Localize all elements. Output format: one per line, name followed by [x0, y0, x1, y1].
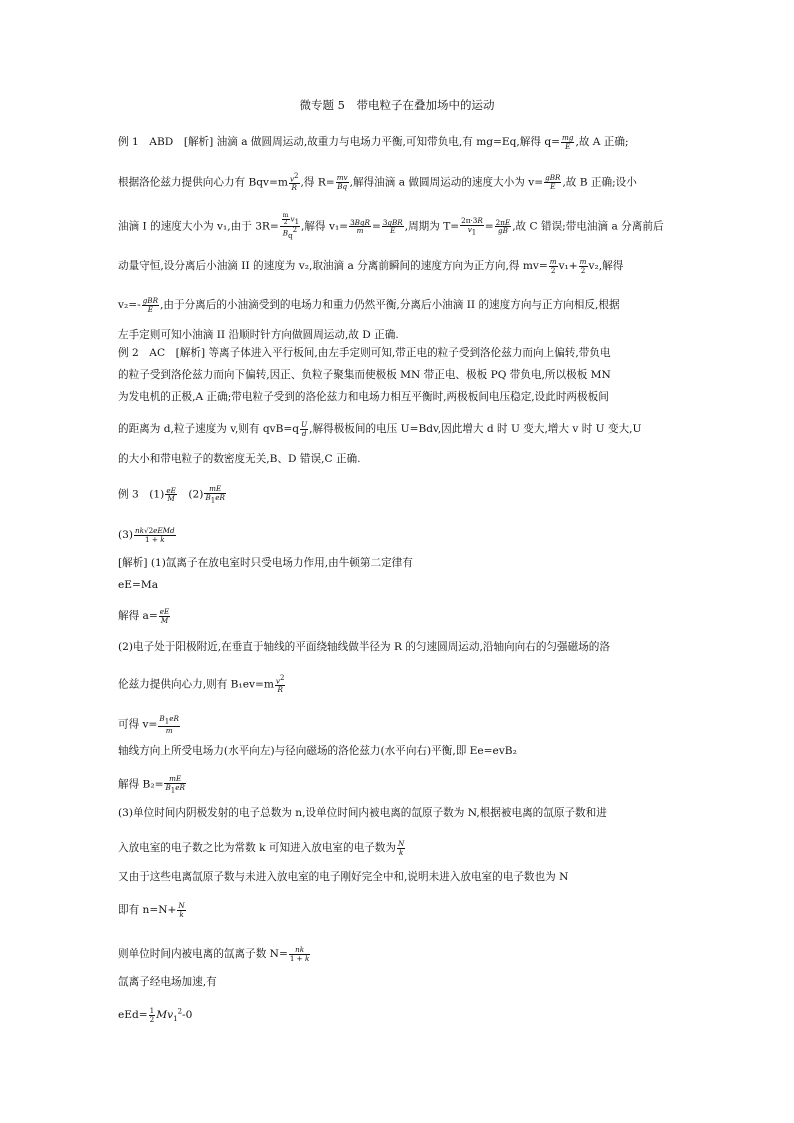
- text-run: ,解得 v₁=: [301, 220, 349, 233]
- text-run: (3): [118, 529, 134, 542]
- text-run: ,故 C 错误;带电油滴 a 分离前后: [512, 220, 664, 233]
- text-run: ,周期为 T=: [404, 220, 460, 233]
- text-run: 即有 n=N+: [118, 904, 177, 917]
- text-run: 根据洛伦兹力提供向心力有 Bqv=m: [118, 176, 288, 189]
- text-run: 入放电室的电子数之比为常数 k 可知进入放电室的电子数为: [118, 842, 396, 855]
- text-run: =: [484, 220, 494, 233]
- ex3-line-4: (2)电子处于阳极附近,在垂直于轴线的平面绕轴线做半径为 R 的匀速圆周运动,沿轴向向右的匀强磁场的洛: [118, 641, 610, 653]
- ex3-line-12: [118, 902, 187, 918]
- ex2-line-4: [118, 421, 641, 437]
- fraction: $\frac{mv}{Bq}$: [336, 173, 348, 191]
- ex3-line-6: [118, 715, 181, 734]
- ex3-line-14: 氙离子经电场加速,有: [118, 976, 217, 988]
- fraction: $\frac{\text{3BqR}}{m}$: [350, 217, 370, 236]
- text-run: ,解得极板间的电压 U=Bdv,因此增大 d 时 U 变大,增大 v 时 U 变大,U: [309, 423, 642, 436]
- compound-fraction: $\frac{m}{2}$ v1 Bq2: [280, 213, 300, 240]
- fraction: $\frac{nk}{1 + k}$: [289, 945, 310, 963]
- ex2-line-5: 的大小和带电粒子的数密度无关,B、D 错误,C 正确.: [118, 453, 361, 465]
- text-run: v₂=-: [118, 299, 141, 312]
- ex3-line-15: eEd= $\frac{1}{2}$ $Mv_1^2-0$: [118, 1006, 193, 1024]
- ex3-line-11: 又由于这些电离氙原子数与未进入放电室的电子刚好完全中和,说明未进入放电室的电子数也为 N: [118, 871, 569, 883]
- fraction: $\frac{2\pi\cdot 3R}{v1}$: [461, 216, 483, 237]
- fraction: $\frac{U}{d}$: [301, 420, 308, 438]
- ex3-line-1: [解析] (1)氙离子在放电室时只受电场力作用,由牛顿第二定律有: [118, 557, 413, 569]
- text-run: 例 1 ABD [解析] 油滴 a 做圆周运动,故重力与电场力平衡,可知带负电,有 mg=Eq,解得 q=: [118, 136, 561, 149]
- ex3-line-5: [118, 675, 286, 694]
- text-run: v₂,解得: [588, 260, 624, 273]
- ex3-line-13: [118, 946, 311, 962]
- text-run: =: [371, 220, 381, 233]
- text-run: ,得 R=: [300, 176, 335, 189]
- ex3-line-8: [118, 775, 187, 794]
- text-run: ,解得油滴 a 做圆周运动的速度大小为 v=: [349, 176, 544, 189]
- text-run: 解得 a=: [118, 610, 158, 623]
- fraction: $\frac{eE}{M}$: [166, 485, 176, 504]
- ex1-line-6: 左手定则可知小油滴 II 沿顺时针方向做圆周运动,故 D 正确.: [118, 329, 399, 341]
- ex1-line-1: [118, 134, 629, 150]
- fraction: $\frac{mg}{E}$: [562, 133, 574, 151]
- fraction: $\frac{\text{gBR}}{E}$: [545, 173, 561, 191]
- text-run: 的距离为 d,粒子速度为 v,则有 qvB=q: [118, 423, 300, 436]
- fraction: $\frac{1}{2}$: [149, 1006, 155, 1024]
- ex2-line-3: 为发电机的正极,A 正确;带电粒子受到的洛伦兹力和电场力相互平衡时,两极板间电压稳定,设此时两极板间: [118, 391, 609, 403]
- text-run: 例 3 (1): [118, 488, 165, 501]
- text-run: (2): [177, 488, 204, 501]
- text-run: 伦兹力提供向心力,则有 B₁ev=m: [118, 678, 274, 691]
- ex3-answer-line: [118, 485, 227, 504]
- text-run: ,故 B 正确;设小: [562, 176, 637, 189]
- ex3-line-3: [118, 608, 171, 624]
- ex3-line-9: (3)单位时间内阴极发射的电子总数为 n,设单位时间内被电离的氙原子数为 N,根据被电离的氙原子数和进: [118, 807, 607, 819]
- ex1-line-3: [118, 213, 664, 240]
- ex1-line-4: [118, 258, 623, 274]
- ex3-line-7: 轴线方向上所受电场力(水平向左)与径向磁场的洛伦兹力(水平向右)平衡,即 Ee=evB₂: [118, 745, 517, 757]
- ex3-line-2: eE=Ma: [118, 579, 159, 591]
- ex2-line-1: 例 2 AC [解析] 等离子体进入平行板间,由左手定则可知,带正电的粒子受到洛伦兹力而向上偏转,带负电: [118, 347, 611, 359]
- fraction: $\frac{m}{2}$: [579, 257, 587, 275]
- ex2-line-2: 的粒子受到洛伦兹力而向下偏转,因正、负粒子聚集而使极板 MN 带正电、极板 PQ 带负电,所以极板 MN: [118, 369, 611, 381]
- text-run: ,由于分离后的小油滴受到的电场力和重力仍然平衡,分离后小油滴 II 的速度方向与正方向相反,根据: [160, 299, 620, 312]
- text-run: 则单位时间内被电离的氙离子数 N=: [118, 948, 288, 961]
- fraction: $\frac{\text{nk√2eEMd}}{1 + k}$: [135, 526, 175, 544]
- ex1-line-2: [118, 173, 637, 192]
- text-run: eEd=: [118, 1009, 148, 1022]
- fraction: $\frac{N}{k}$: [178, 901, 185, 919]
- fraction: $\frac{\text{3gBR}}{E}$: [382, 217, 403, 236]
- text-run: 油滴 I 的速度大小为 v₁,由于 3R=: [118, 220, 279, 233]
- fraction: $\frac{m}{2}$: [549, 257, 557, 275]
- fraction: $\frac{2\pi E}{gB}$: [495, 217, 511, 236]
- fraction: $\frac{\text{gBR}}{E}$: [142, 296, 158, 314]
- ex3-answer-3: [118, 527, 177, 543]
- text-run: ,故 A 正确;: [575, 136, 629, 149]
- text-run: 动量守恒,设分离后小油滴 II 的速度为 v₂,取油滴 a 分离前瞬间的速度方向为正方向,得 mv=: [118, 260, 548, 273]
- fraction: $\frac{mE}{B1eR}$: [205, 484, 225, 504]
- fraction: $\frac{B1eR}{m}$: [159, 714, 179, 735]
- fraction: $\frac{mE}{B1eR}$: [165, 774, 185, 794]
- ex3-line-10: [118, 840, 406, 856]
- text-run: 解得 B₂=: [118, 778, 164, 791]
- fraction: $\frac{v2}{R}$: [289, 172, 299, 192]
- text-run: 可得 v=: [118, 718, 158, 731]
- page-title: 微专题 5 带电粒子在叠加场中的运动: [299, 98, 495, 112]
- fraction: $\frac{v2}{R}$: [275, 674, 285, 694]
- fraction: $\frac{eE}{M}$: [159, 607, 170, 625]
- fraction: $\frac{N}{k}$: [398, 839, 405, 857]
- ex1-line-5: [118, 297, 620, 313]
- text-run: v₁+: [558, 260, 578, 273]
